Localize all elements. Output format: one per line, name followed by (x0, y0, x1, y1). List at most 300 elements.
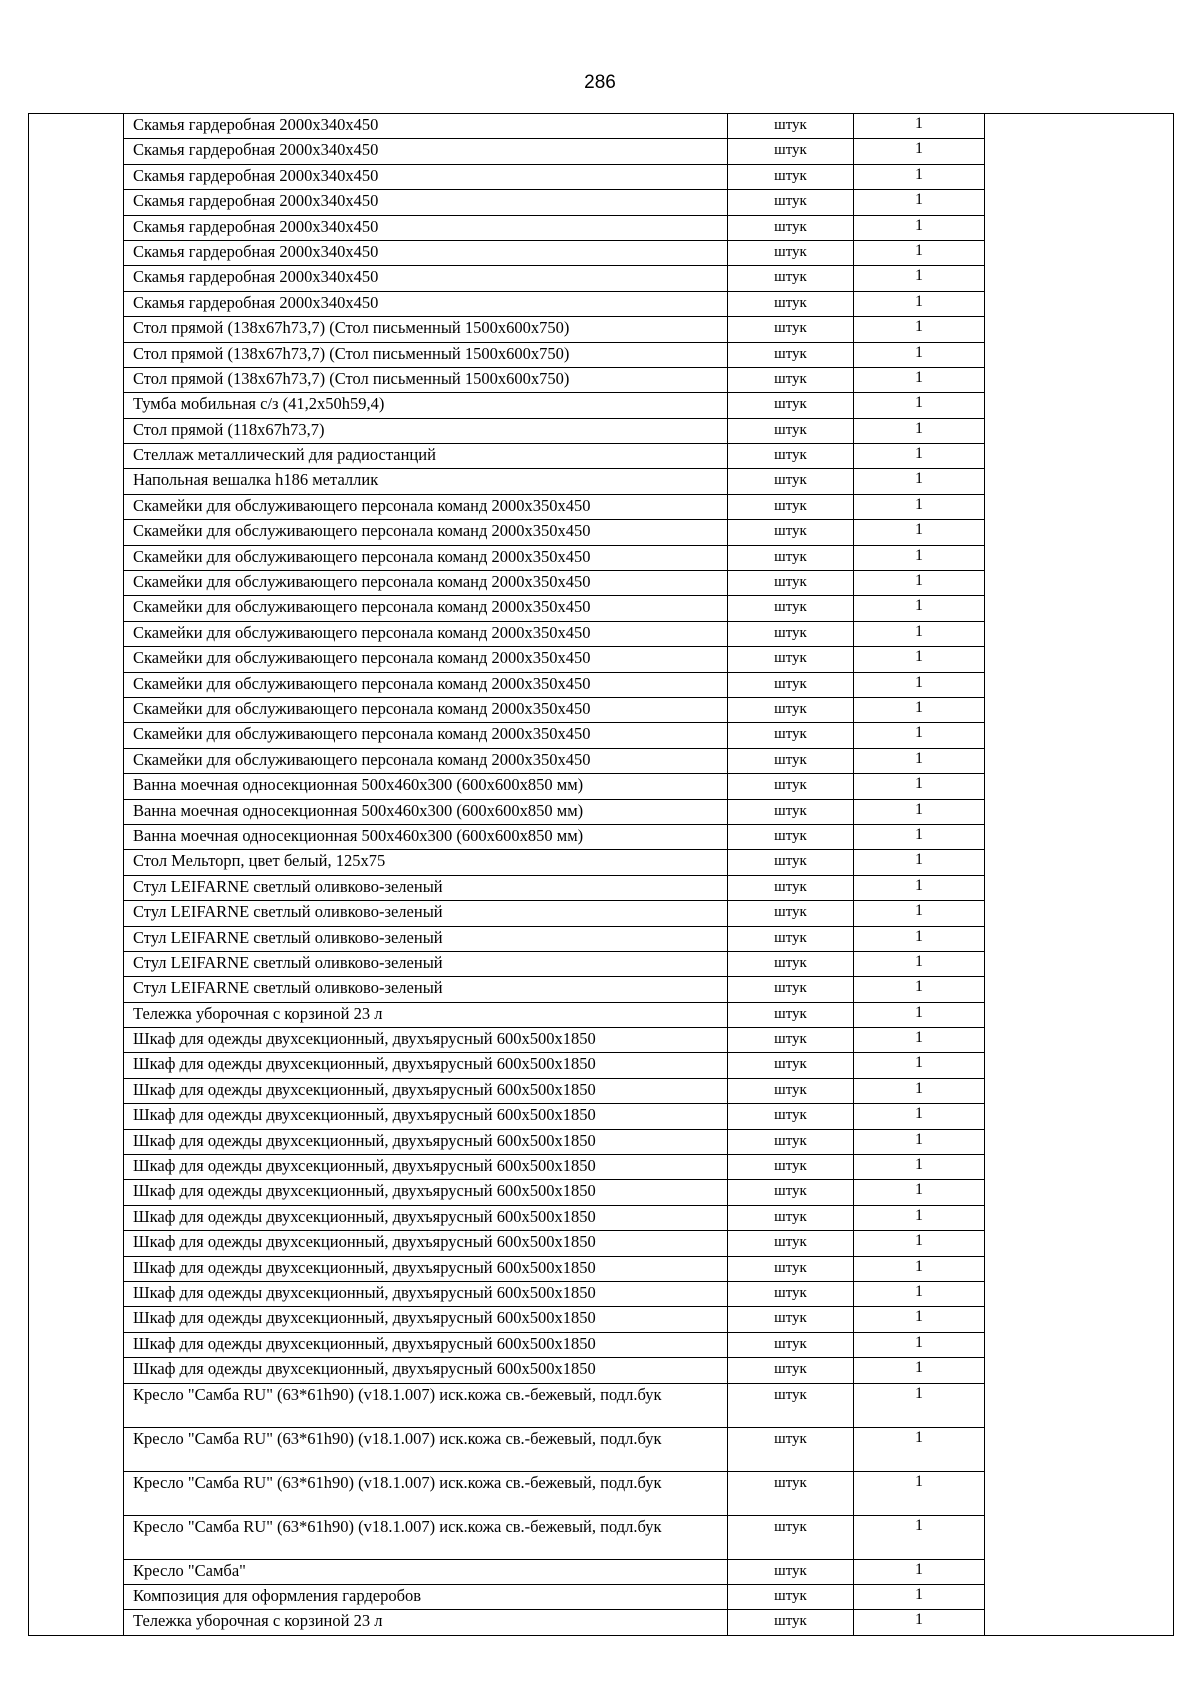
row-number-cell (29, 596, 124, 621)
quantity-cell: 1 (854, 1180, 985, 1205)
row-number-cell (29, 1053, 124, 1078)
note-cell (985, 875, 1174, 900)
unit-cell: штук (728, 672, 854, 697)
note-cell (985, 1180, 1174, 1205)
item-name-cell: Шкаф для одежды двухсекционный, двухъярусный 600х500х1850 (124, 1256, 728, 1281)
row-number-cell (29, 1584, 124, 1609)
unit-cell: штук (728, 596, 854, 621)
note-cell (985, 114, 1174, 139)
note-cell (985, 1358, 1174, 1383)
table-row (29, 1104, 1174, 1129)
item-name-cell: Стул LEIFARNE светлый оливково-зеленый (124, 875, 728, 900)
item-name-cell: Стул LEIFARNE светлый оливково-зеленый (124, 977, 728, 1002)
unit-cell: штук (728, 1155, 854, 1180)
row-number-cell (29, 114, 124, 139)
table-row (29, 1584, 1174, 1609)
note-cell (985, 139, 1174, 164)
row-number-cell (29, 697, 124, 722)
table-row (29, 723, 1174, 748)
item-name-cell: Скамья гардеробная 2000х340х450 (124, 164, 728, 189)
note-cell (985, 164, 1174, 189)
item-name-cell: Стол прямой (138x67h73,7) (Стол письменный 1500х600х750) (124, 367, 728, 392)
item-name-cell: Стул LEIFARNE светлый оливково-зеленый (124, 901, 728, 926)
row-number-cell (29, 1427, 124, 1471)
item-name-cell: Композиция для оформления гардеробов (124, 1584, 728, 1609)
note-cell (985, 520, 1174, 545)
unit-cell: штук (728, 571, 854, 596)
unit-cell: штук (728, 1471, 854, 1515)
quantity-cell: 1 (854, 571, 985, 596)
item-name-cell: Кресло "Самба RU" (63*61h90) (v18.1.007) иск.кожа св.-бежевый, подл.бук (124, 1383, 728, 1427)
row-number-cell (29, 1471, 124, 1515)
note-cell (985, 621, 1174, 646)
note-cell (985, 1584, 1174, 1609)
item-name-cell: Шкаф для одежды двухсекционный, двухъярусный 600х500х1850 (124, 1205, 728, 1230)
note-cell (985, 951, 1174, 976)
item-name-cell: Скамейки для обслуживающего персонала команд 2000х350х450 (124, 571, 728, 596)
note-cell (985, 1471, 1174, 1515)
unit-cell: штук (728, 723, 854, 748)
unit-cell: штук (728, 1104, 854, 1129)
quantity-cell: 1 (854, 926, 985, 951)
table-row (29, 215, 1174, 240)
note-cell (985, 291, 1174, 316)
note-cell (985, 647, 1174, 672)
note-cell (985, 418, 1174, 443)
quantity-cell: 1 (854, 596, 985, 621)
unit-cell: штук (728, 469, 854, 494)
table-row (29, 418, 1174, 443)
quantity-cell: 1 (854, 291, 985, 316)
item-name-cell: Скамейки для обслуживающего персонала команд 2000х350х450 (124, 647, 728, 672)
quantity-cell: 1 (854, 1129, 985, 1154)
row-number-cell (29, 1180, 124, 1205)
row-number-cell (29, 1231, 124, 1256)
unit-cell: штук (728, 1281, 854, 1306)
item-name-cell: Шкаф для одежды двухсекционный, двухъярусный 600х500х1850 (124, 1231, 728, 1256)
unit-cell: штук (728, 545, 854, 570)
row-number-cell (29, 1559, 124, 1584)
item-name-cell: Шкаф для одежды двухсекционный, двухъярусный 600х500х1850 (124, 1028, 728, 1053)
row-number-cell (29, 1205, 124, 1230)
unit-cell: штук (728, 647, 854, 672)
table-row (29, 774, 1174, 799)
quantity-cell: 1 (854, 393, 985, 418)
quantity-cell: 1 (854, 850, 985, 875)
note-cell (985, 596, 1174, 621)
note-cell (985, 1104, 1174, 1129)
quantity-cell: 1 (854, 1256, 985, 1281)
note-cell (985, 1559, 1174, 1584)
item-name-cell: Скамейки для обслуживающего персонала команд 2000х350х450 (124, 545, 728, 570)
item-name-cell: Стол Мельторп, цвет белый, 125x75 (124, 850, 728, 875)
row-number-cell (29, 1028, 124, 1053)
item-name-cell: Скамейки для обслуживающего персонала команд 2000х350х450 (124, 621, 728, 646)
note-cell (985, 444, 1174, 469)
unit-cell: штук (728, 799, 854, 824)
item-name-cell: Скамья гардеробная 2000х340х450 (124, 190, 728, 215)
unit-cell: штук (728, 266, 854, 291)
row-number-cell (29, 850, 124, 875)
table-row (29, 545, 1174, 570)
quantity-cell: 1 (854, 672, 985, 697)
item-name-cell: Кресло "Самба RU" (63*61h90) (v18.1.007) иск.кожа св.-бежевый, подл.бук (124, 1427, 728, 1471)
quantity-cell: 1 (854, 545, 985, 570)
row-number-cell (29, 240, 124, 265)
quantity-cell: 1 (854, 647, 985, 672)
table-row (29, 977, 1174, 1002)
row-number-cell (29, 1358, 124, 1383)
quantity-cell: 1 (854, 367, 985, 392)
table-row (29, 291, 1174, 316)
unit-cell: штук (728, 317, 854, 342)
table-row (29, 697, 1174, 722)
note-cell (985, 469, 1174, 494)
table-row (29, 494, 1174, 519)
item-name-cell: Кресло "Самба RU" (63*61h90) (v18.1.007) иск.кожа св.-бежевый, подл.бук (124, 1515, 728, 1559)
note-cell (985, 1053, 1174, 1078)
unit-cell: штук (728, 418, 854, 443)
unit-cell: штук (728, 1584, 854, 1609)
quantity-cell: 1 (854, 723, 985, 748)
item-name-cell: Шкаф для одежды двухсекционный, двухъярусный 600х500х1850 (124, 1104, 728, 1129)
unit-cell: штук (728, 114, 854, 139)
item-name-cell: Тележка уборочная с корзиной 23 л (124, 1002, 728, 1027)
row-number-cell (29, 367, 124, 392)
row-number-cell (29, 1383, 124, 1427)
row-number-cell (29, 520, 124, 545)
table-row (29, 1427, 1174, 1471)
unit-cell: штук (728, 164, 854, 189)
row-number-cell (29, 1332, 124, 1357)
item-name-cell: Тумба мобильная с/з (41,2x50h59,4) (124, 393, 728, 418)
quantity-cell: 1 (854, 215, 985, 240)
quantity-cell: 1 (854, 824, 985, 849)
note-cell (985, 367, 1174, 392)
table-row (29, 393, 1174, 418)
row-number-cell (29, 723, 124, 748)
table-row (29, 1358, 1174, 1383)
note-cell (985, 799, 1174, 824)
note-cell (985, 317, 1174, 342)
row-number-cell (29, 164, 124, 189)
item-name-cell: Скамья гардеробная 2000х340х450 (124, 266, 728, 291)
row-number-cell (29, 469, 124, 494)
note-cell (985, 1281, 1174, 1306)
unit-cell: штук (728, 1002, 854, 1027)
item-name-cell: Скамья гардеробная 2000х340х450 (124, 240, 728, 265)
unit-cell: штук (728, 367, 854, 392)
unit-cell: штук (728, 748, 854, 773)
row-number-cell (29, 418, 124, 443)
row-number-cell (29, 1129, 124, 1154)
table-row (29, 901, 1174, 926)
note-cell (985, 494, 1174, 519)
quantity-cell: 1 (854, 1383, 985, 1427)
row-number-cell (29, 1307, 124, 1332)
row-number-cell (29, 774, 124, 799)
row-number-cell (29, 444, 124, 469)
table-row (29, 1281, 1174, 1306)
row-number-cell (29, 926, 124, 951)
item-name-cell: Шкаф для одежды двухсекционный, двухъярусный 600х500х1850 (124, 1332, 728, 1357)
table-row (29, 571, 1174, 596)
unit-cell: штук (728, 1205, 854, 1230)
note-cell (985, 1002, 1174, 1027)
unit-cell: штук (728, 494, 854, 519)
quantity-cell: 1 (854, 1155, 985, 1180)
item-name-cell: Шкаф для одежды двухсекционный, двухъярусный 600х500х1850 (124, 1358, 728, 1383)
quantity-cell: 1 (854, 1078, 985, 1103)
note-cell (985, 1307, 1174, 1332)
quantity-cell: 1 (854, 621, 985, 646)
unit-cell: штук (728, 1129, 854, 1154)
note-cell (985, 1256, 1174, 1281)
item-name-cell: Стул LEIFARNE светлый оливково-зеленый (124, 926, 728, 951)
row-number-cell (29, 647, 124, 672)
row-number-cell (29, 1078, 124, 1103)
unit-cell: штук (728, 139, 854, 164)
note-cell (985, 1078, 1174, 1103)
table-row (29, 1205, 1174, 1230)
note-cell (985, 190, 1174, 215)
quantity-cell: 1 (854, 317, 985, 342)
unit-cell: штук (728, 393, 854, 418)
row-number-cell (29, 545, 124, 570)
item-name-cell: Кресло "Самба RU" (63*61h90) (v18.1.007) иск.кожа св.-бежевый, подл.бук (124, 1471, 728, 1515)
table-row (29, 266, 1174, 291)
unit-cell: штук (728, 342, 854, 367)
unit-cell: штук (728, 1180, 854, 1205)
table-row (29, 342, 1174, 367)
unit-cell: штук (728, 697, 854, 722)
item-name-cell: Скамейки для обслуживающего персонала команд 2000х350х450 (124, 672, 728, 697)
note-cell (985, 850, 1174, 875)
inventory-table (28, 113, 1174, 1636)
unit-cell: штук (728, 1256, 854, 1281)
item-name-cell: Ванна моечная односекционная 500х460х300 (600х600х850 мм) (124, 824, 728, 849)
row-number-cell (29, 215, 124, 240)
item-name-cell: Шкаф для одежды двухсекционный, двухъярусный 600х500х1850 (124, 1307, 728, 1332)
item-name-cell: Напольная вешалка h186 металлик (124, 469, 728, 494)
item-name-cell: Стул LEIFARNE светлый оливково-зеленый (124, 951, 728, 976)
quantity-cell: 1 (854, 774, 985, 799)
table-row (29, 799, 1174, 824)
unit-cell: штук (728, 190, 854, 215)
row-number-cell (29, 672, 124, 697)
unit-cell: штук (728, 1610, 854, 1635)
table-row (29, 1002, 1174, 1027)
table-row (29, 672, 1174, 697)
table-row (29, 621, 1174, 646)
row-number-cell (29, 799, 124, 824)
table-row (29, 1256, 1174, 1281)
item-name-cell: Шкаф для одежды двухсекционный, двухъярусный 600х500х1850 (124, 1078, 728, 1103)
quantity-cell: 1 (854, 1028, 985, 1053)
table-row (29, 190, 1174, 215)
table-row (29, 1180, 1174, 1205)
note-cell (985, 1205, 1174, 1230)
note-cell (985, 1332, 1174, 1357)
table-row (29, 1332, 1174, 1357)
row-number-cell (29, 342, 124, 367)
note-cell (985, 266, 1174, 291)
note-cell (985, 240, 1174, 265)
row-number-cell (29, 1610, 124, 1635)
item-name-cell: Скамья гардеробная 2000х340х450 (124, 215, 728, 240)
row-number-cell (29, 1515, 124, 1559)
row-number-cell (29, 951, 124, 976)
table-row (29, 850, 1174, 875)
quantity-cell: 1 (854, 1332, 985, 1357)
note-cell (985, 342, 1174, 367)
quantity-cell: 1 (854, 1515, 985, 1559)
table-row (29, 139, 1174, 164)
unit-cell: штук (728, 1427, 854, 1471)
item-name-cell: Ванна моечная односекционная 500х460х300 (600х600х850 мм) (124, 774, 728, 799)
quantity-cell: 1 (854, 469, 985, 494)
unit-cell: штук (728, 1307, 854, 1332)
table-row (29, 596, 1174, 621)
quantity-cell: 1 (854, 1231, 985, 1256)
table-row (29, 1053, 1174, 1078)
item-name-cell: Тележка уборочная с корзиной 23 л (124, 1610, 728, 1635)
table-row (29, 367, 1174, 392)
note-cell (985, 672, 1174, 697)
quantity-cell: 1 (854, 1358, 985, 1383)
item-name-cell: Шкаф для одежды двухсекционный, двухъярусный 600х500х1850 (124, 1180, 728, 1205)
unit-cell: штук (728, 1332, 854, 1357)
note-cell (985, 1028, 1174, 1053)
quantity-cell: 1 (854, 1053, 985, 1078)
unit-cell: штук (728, 901, 854, 926)
row-number-cell (29, 190, 124, 215)
unit-cell: штук (728, 520, 854, 545)
item-name-cell: Стол прямой (118x67h73,7) (124, 418, 728, 443)
note-cell (985, 393, 1174, 418)
quantity-cell: 1 (854, 164, 985, 189)
unit-cell: штук (728, 215, 854, 240)
quantity-cell: 1 (854, 799, 985, 824)
quantity-cell: 1 (854, 875, 985, 900)
table-row (29, 1155, 1174, 1180)
unit-cell: штук (728, 1231, 854, 1256)
note-cell (985, 1515, 1174, 1559)
table-row (29, 824, 1174, 849)
row-number-cell (29, 1155, 124, 1180)
unit-cell: штук (728, 1053, 854, 1078)
note-cell (985, 723, 1174, 748)
table-row (29, 926, 1174, 951)
quantity-cell: 1 (854, 494, 985, 519)
row-number-cell (29, 824, 124, 849)
unit-cell: штук (728, 1559, 854, 1584)
quantity-cell: 1 (854, 1427, 985, 1471)
unit-cell: штук (728, 977, 854, 1002)
item-name-cell: Ванна моечная односекционная 500х460х300 (600х600х850 мм) (124, 799, 728, 824)
row-number-cell (29, 139, 124, 164)
item-name-cell: Скамья гардеробная 2000х340х450 (124, 139, 728, 164)
note-cell (985, 1155, 1174, 1180)
table-row (29, 875, 1174, 900)
note-cell (985, 748, 1174, 773)
table-row (29, 748, 1174, 773)
row-number-cell (29, 621, 124, 646)
item-name-cell: Скамейки для обслуживающего персонала команд 2000х350х450 (124, 520, 728, 545)
table-row (29, 469, 1174, 494)
quantity-cell: 1 (854, 266, 985, 291)
item-name-cell: Скамейки для обслуживающего персонала команд 2000х350х450 (124, 596, 728, 621)
table-row (29, 1307, 1174, 1332)
quantity-cell: 1 (854, 1281, 985, 1306)
quantity-cell: 1 (854, 1559, 985, 1584)
page-number: 286 (584, 72, 616, 93)
table-body (29, 114, 1174, 1636)
table-row (29, 1471, 1174, 1515)
quantity-cell: 1 (854, 1307, 985, 1332)
item-name-cell: Скамья гардеробная 2000х340х450 (124, 114, 728, 139)
item-name-cell: Шкаф для одежды двухсекционный, двухъярусный 600х500х1850 (124, 1155, 728, 1180)
quantity-cell: 1 (854, 901, 985, 926)
unit-cell: штук (728, 824, 854, 849)
quantity-cell: 1 (854, 977, 985, 1002)
row-number-cell (29, 1104, 124, 1129)
item-name-cell: Скамья гардеробная 2000х340х450 (124, 291, 728, 316)
row-number-cell (29, 393, 124, 418)
row-number-cell (29, 291, 124, 316)
table-row (29, 1383, 1174, 1427)
table-row (29, 1028, 1174, 1053)
quantity-cell: 1 (854, 444, 985, 469)
note-cell (985, 926, 1174, 951)
table-row (29, 240, 1174, 265)
quantity-cell: 1 (854, 1002, 985, 1027)
note-cell (985, 1129, 1174, 1154)
table-row (29, 520, 1174, 545)
quantity-cell: 1 (854, 190, 985, 215)
quantity-cell: 1 (854, 1205, 985, 1230)
unit-cell: штук (728, 926, 854, 951)
unit-cell: штук (728, 850, 854, 875)
unit-cell: штук (728, 621, 854, 646)
note-cell (985, 977, 1174, 1002)
note-cell (985, 545, 1174, 570)
quantity-cell: 1 (854, 951, 985, 976)
table-row (29, 114, 1174, 139)
item-name-cell: Стол прямой (138x67h73,7) (Стол письменный 1500х600х750) (124, 342, 728, 367)
table-row (29, 647, 1174, 672)
note-cell (985, 1610, 1174, 1635)
note-cell (985, 697, 1174, 722)
note-cell (985, 1231, 1174, 1256)
unit-cell: штук (728, 1383, 854, 1427)
item-name-cell: Шкаф для одежды двухсекционный, двухъярусный 600х500х1850 (124, 1129, 728, 1154)
table-row (29, 164, 1174, 189)
item-name-cell: Скамейки для обслуживающего персонала команд 2000х350х450 (124, 723, 728, 748)
quantity-cell: 1 (854, 139, 985, 164)
item-name-cell: Скамейки для обслуживающего персонала команд 2000х350х450 (124, 697, 728, 722)
table-row (29, 317, 1174, 342)
quantity-cell: 1 (854, 1471, 985, 1515)
note-cell (985, 824, 1174, 849)
item-name-cell: Стеллаж металлический для радиостанций (124, 444, 728, 469)
unit-cell: штук (728, 951, 854, 976)
unit-cell: штук (728, 1358, 854, 1383)
row-number-cell (29, 748, 124, 773)
quantity-cell: 1 (854, 1584, 985, 1609)
row-number-cell (29, 317, 124, 342)
row-number-cell (29, 1256, 124, 1281)
